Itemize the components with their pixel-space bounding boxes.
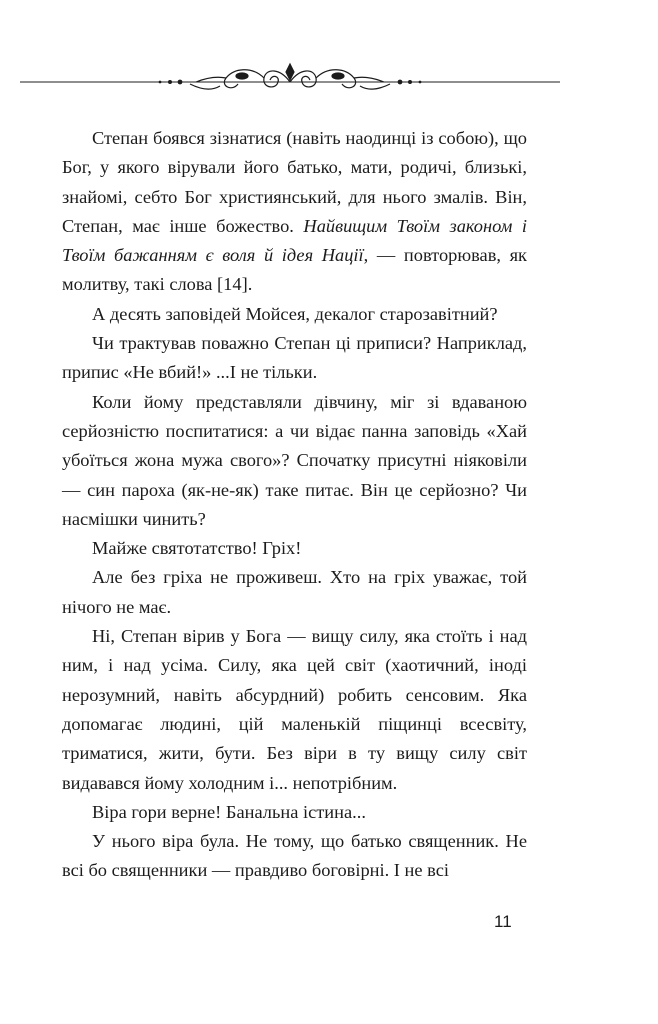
text-run: Але без гріха не проживеш. Хто на гріх уважає, той нічого не має.	[62, 567, 527, 617]
text-run: Ні, Степан вірив у Бога — вищу силу, яка стоїть і над ним, і над усіма. Силу, яка цей світ (хаотичний, іноді нерозумний, навіть абсурдний) робить сенсовим. Яка допомагає людині, цій маленькій піщинці всесвіту, триматися, жити, бути. Без віри в ту вищу силу світ видавався йому холодним і... непотрібним.	[62, 626, 527, 793]
text-run: У нього віра була. Не тому, що батько священник. Не всі бо священники — правдиво боговірні. І не всі	[62, 831, 527, 881]
text-run: Чи трактував поважно Степан ці приписи? Наприклад, припис «Не вбий!» ...І не тільки.	[62, 333, 527, 383]
paragraph	[62, 329, 527, 388]
paragraph	[62, 622, 527, 798]
text-run: Віра гори верне! Банальна істина...	[92, 801, 366, 822]
text-run: Коли йому представляли дівчину, міг зі вдаваною серйозністю поспитатися: а чи відає панна заповідь «Хай убоїться жона мужа свого»? Спочатку присутні ніяковіли — син пароха (як-не-як) таке питає. Він це серйозно? Чи насмішки чинить?	[62, 391, 527, 529]
paragraph	[62, 798, 527, 827]
page-number: 11	[494, 912, 512, 931]
paragraph	[62, 300, 527, 329]
text-run: , — повторював, як молитву, такі слова [14].	[62, 245, 527, 295]
italic-quote: Найвищим Твоїм законом і Твоїм бажанням є воля й ідея Нації	[62, 215, 527, 266]
text-run: Майже святотатство! Гріх!	[92, 538, 302, 559]
paragraph	[62, 563, 527, 622]
ornament-divider-icon	[20, 58, 560, 100]
text-run: А десять заповідей Мойсея, декалог старозавітний?	[92, 303, 498, 324]
paragraph	[62, 388, 527, 534]
body-text	[62, 124, 527, 886]
paragraph	[62, 827, 527, 886]
paragraph	[62, 534, 527, 563]
text-run: Степан боявся зізнатися (навіть наодинці із собою), що Бог, у якого вірували його батько, мати, родичі, близькі, знайомі, себто Бог християнський, для нього змалів. Він, Степан, має інше божество.	[62, 128, 527, 236]
paragraph	[62, 124, 527, 300]
